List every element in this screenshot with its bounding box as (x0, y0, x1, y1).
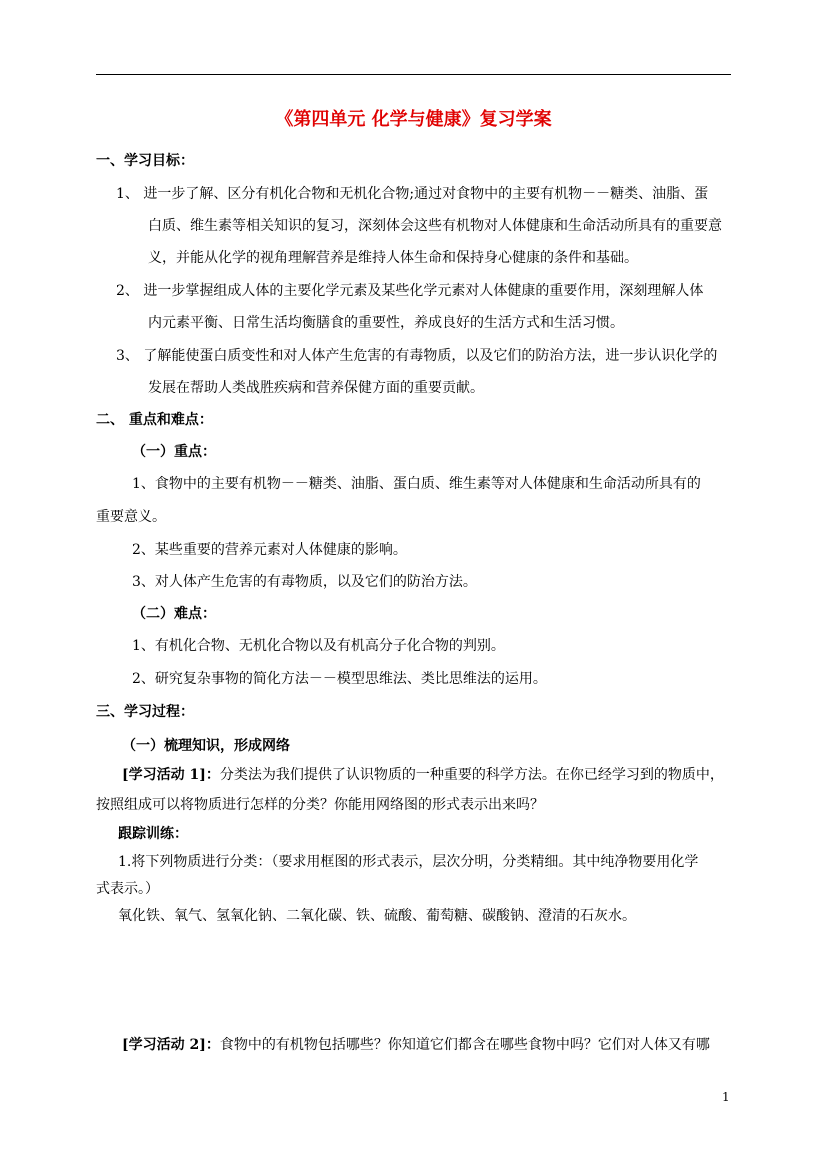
difficult-point-line: 1、有机化合物、无机化合物以及有机高分子化合物的判别。 (132, 638, 505, 654)
objective-line: 3、 了解能使蛋白质变性和对人体产生危害的有毒物质，以及它们的防治方法，进一步认识化学的 (116, 348, 718, 364)
activity-2-text: 食物中的有机物包括哪些？你知道它们都含在哪些食物中吗？它们对人体又有哪 (219, 1037, 710, 1053)
page-number: 1 (722, 1090, 730, 1104)
activity-2-label: [学习活动 2]： (122, 1037, 220, 1053)
objective-line: 白质、维生素等相关知识的复习，深刻体会这些有机物对人体健康和生命活动所具有的重要意 (148, 218, 722, 234)
practice-line: 1.将下列物质进行分类：（要求用框图的形式表示，层次分明，分类精细。其中纯净物要用化学 (118, 854, 699, 870)
key-point-line: 重要意义。 (96, 509, 166, 525)
activity-1-text: 分类法为我们提供了认识物质的一种重要的科学方法。在你已经学习到的物质中， (219, 767, 724, 783)
activity-1-continuation: 按照组成可以将物质进行怎样的分类？你能用网络图的形式表示出来吗？ (96, 797, 544, 813)
key-point-line: 2、某些重要的营养元素对人体健康的影响。 (132, 542, 407, 558)
objective-line: 1、 进一步了解、区分有机化合物和无机化合物;通过对食物中的主要有机物－－糖类、油脂、蛋 (116, 186, 709, 202)
document-title: 《第四单元 化学与健康》复习学案 (275, 109, 552, 130)
subsection-heading: （一）梳理知识，形成网络 (122, 738, 290, 754)
objective-line: 2、 进一步掌握组成人体的主要化学元素及某些化学元素对人体健康的重要作用，深刻理解人体 (116, 283, 704, 299)
activity-1 (122, 765, 724, 785)
header-rule (96, 74, 731, 75)
activity-1-label: [学习活动 1]： (122, 767, 220, 783)
activity-2 (122, 1035, 710, 1055)
key-point-line: 1、食物中的主要有机物－－糖类、油脂、蛋白质、维生素等对人体健康和生命活动所具有的 (132, 476, 701, 492)
objective-line: 义，并能从化学的视角理解营养是维持人体生命和保持身心健康的条件和基础。 (148, 250, 638, 266)
objective-line: 内元素平衡、日常生活均衡膳食的重要性，养成良好的生活方式和生活习惯。 (148, 315, 624, 331)
difficult-point-line: 2、研究复杂事物的简化方法－－模型思维法、类比思维法的运用。 (132, 671, 547, 687)
objective-line: 发展在帮助人类战胜疾病和营养保健方面的重要贡献。 (148, 380, 484, 396)
section-1-heading: 一、学习目标： (96, 153, 194, 169)
section-2-heading: 二、 重点和难点： (96, 412, 213, 428)
practice-line: 式表示。） (96, 881, 159, 897)
practice-heading: 跟踪训练： (118, 826, 188, 842)
section-3-heading: 三、学习过程： (96, 704, 194, 720)
practice-line: 氧化铁、氧气、氢氧化钠、二氧化碳、铁、硫酸、葡萄糖、碳酸钠、澄清的石灰水。 (118, 908, 636, 924)
key-point-line: 3、对人体产生危害的有毒物质，以及它们的防治方法。 (132, 574, 477, 590)
key-points-heading: （一）重点： (132, 444, 216, 460)
difficult-points-heading: （二）难点： (132, 606, 216, 622)
